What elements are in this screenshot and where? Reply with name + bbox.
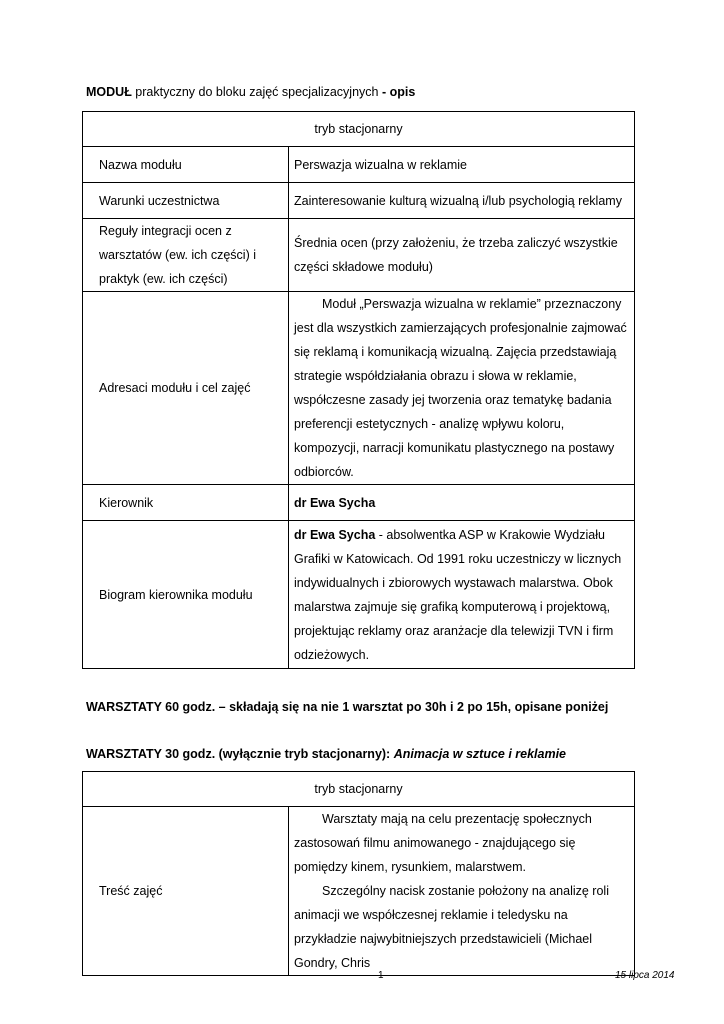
adresaci-value: Moduł „Perswazja wizualna w reklamie” przeznaczony jest dla wszystkich zamierzających profesjonalnie zajmować się reklamą i komunikacją wizualną. Zajęcia przedstawiają strategie współdziałania obrazu i słowa w reklamie, współczesne zasady jej tworzenia oraz tematykę badania preferencji estetycznych - analizę wpływu koloru, kompozycji, narracji komunikatu plastycznego na postawy odbiorców.: [289, 292, 635, 485]
biogram-name: dr Ewa Sycha: [294, 527, 376, 542]
footer-date: 15 lipca 2014: [615, 970, 675, 981]
biogram-label: Biogram kierownika modułu: [83, 521, 289, 669]
page-number: 1: [378, 970, 384, 981]
nazwa-label: Nazwa modułu: [83, 147, 289, 183]
table-row: [83, 521, 635, 669]
tresc-paragraph-2: Szczególny nacisk zostanie położony na analizę roli animacji we współczesnej reklamie i teledysku na przykładzie najwybitniejszych przedstawicieli (Michael Gondry, Chris: [294, 884, 609, 970]
tresc-label: Treść zajęć: [83, 807, 289, 976]
workshop-heading-italic: Animacja w sztuce i reklamie: [393, 747, 567, 761]
module-table: [82, 111, 635, 669]
warsztaty-heading: WARSZTATY 60 godz. – składają się na nie 1 warsztat po 30h i 2 po 15h, opisane poniżej: [86, 700, 609, 714]
table-row: [83, 807, 635, 976]
kierownik-value: dr Ewa Sycha: [289, 485, 635, 521]
table-header-row: [83, 772, 635, 807]
heading-bold-opis: - opis: [378, 85, 416, 99]
tresc-paragraph-1: Warsztaty mają na celu prezentację społecznych zastosowań filmu animowanego - znajdującego się pomiędzy kinem, rysunkiem, malarstwem.: [294, 812, 592, 874]
warunki-label: Warunki uczestnictwa: [83, 183, 289, 219]
module-heading: [86, 85, 415, 99]
biogram-text: - absolwentka ASP w Krakowie Wydziału Grafiki w Katowicach. Od 1991 roku uczestniczy w licznych indywidualnych i zbiorowych wystawach malarstwa. Obok malarstwa zajmuje się grafiką komputerową i projektową, projektując reklamy oraz aranżacje dla telewizji TVN i firm odzieżowych.: [294, 527, 622, 662]
table-header-row: [83, 112, 635, 147]
warunki-value: Zainteresowanie kulturą wizualną i/lub psychologią reklamy: [289, 183, 635, 219]
tresc-value: [289, 807, 635, 976]
workshop-table-header: tryb stacjonarny: [83, 772, 635, 807]
table-header-cell: tryb stacjonarny: [83, 112, 635, 147]
table-row: [83, 485, 635, 521]
workshop-heading: [86, 747, 566, 761]
heading-bold-modul: MODUŁ: [86, 85, 132, 99]
adresaci-label: Adresaci modułu i cel zajęć: [83, 292, 289, 485]
table-row: [83, 183, 635, 219]
table-row: [83, 292, 635, 485]
workshop-heading-bold: WARSZTATY 30 godz. (wyłącznie tryb stacjonarny):: [86, 747, 394, 761]
table-row: [83, 147, 635, 183]
reguly-value: Średnia ocen (przy założeniu, że trzeba zaliczyć wszystkie części składowe modułu): [289, 219, 635, 292]
workshop-table: [82, 771, 635, 976]
table-row: [83, 219, 635, 292]
reguly-label: Reguły integracji ocen z warsztatów (ew. ich części) i praktyk (ew. ich części): [83, 219, 289, 292]
heading-normal: praktyczny do bloku zajęć specjalizacyjnych: [131, 85, 379, 99]
biogram-value: [289, 521, 635, 669]
nazwa-value: Perswazja wizualna w reklamie: [289, 147, 635, 183]
kierownik-label: Kierownik: [83, 485, 289, 521]
